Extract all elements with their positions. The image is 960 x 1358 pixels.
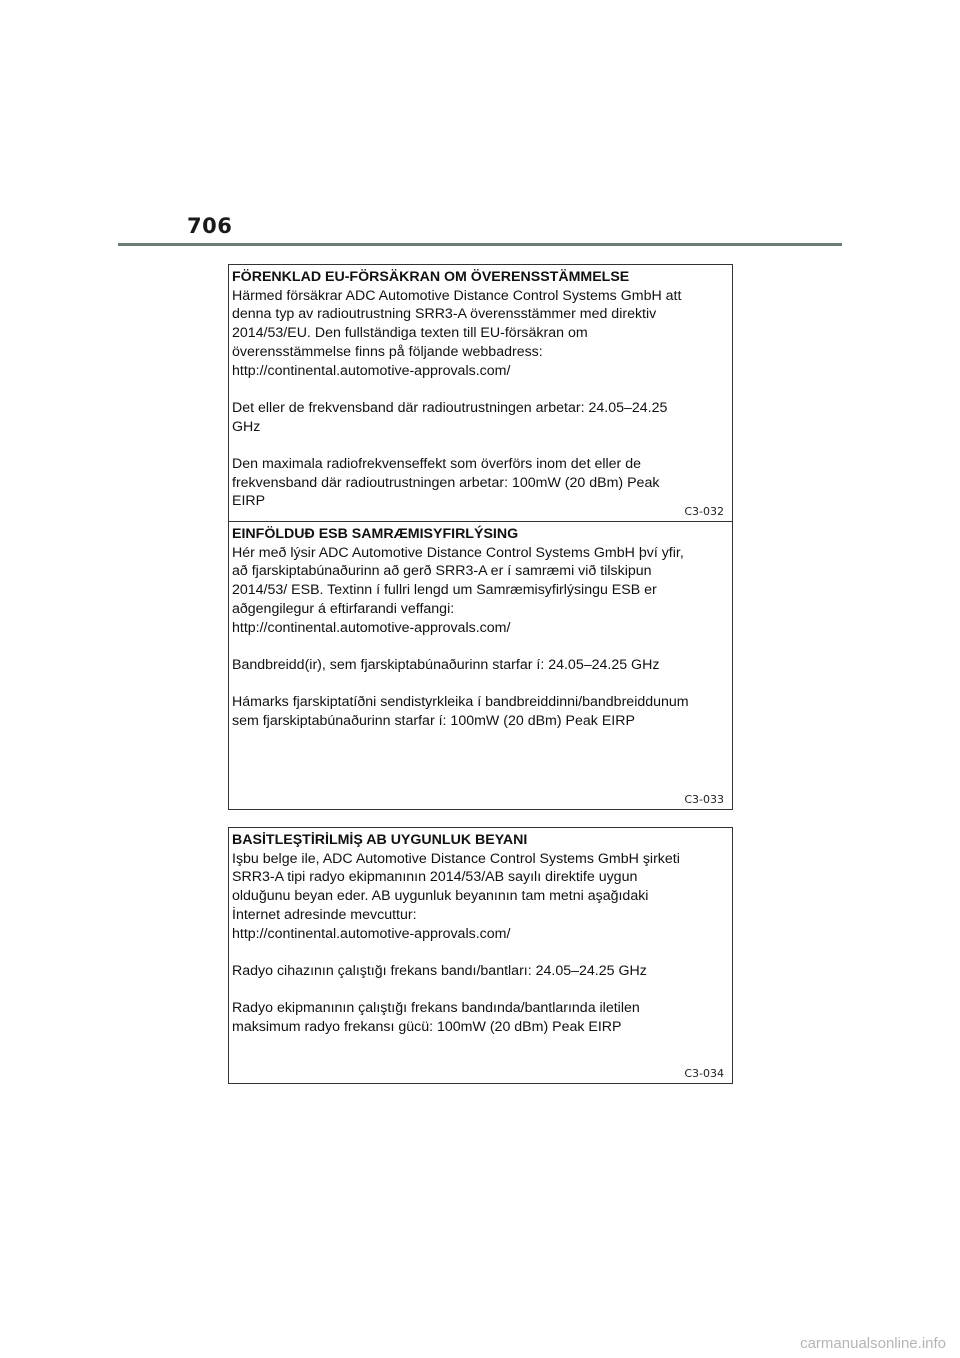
illustration-code: C3-032	[684, 505, 724, 518]
paragraph-gap	[232, 637, 726, 656]
url-line: http://continental.automotive-approvals.com/	[232, 925, 511, 942]
declaration-panel-swedish	[229, 265, 732, 521]
text-line: denna typ av radioutrustning SRR3-A överensstämmer med direktiv	[232, 306, 657, 323]
panel-title: BASİTLEŞTİRİLMİŞ AB UYGUNLUK BEYANI	[232, 832, 528, 848]
text-line: Hámarks fjarskiptatíðni sendistyrkleika í bandbreiddinni/bandbreiddunum	[232, 694, 689, 711]
panel-title: EINFÖLDUÐ ESB SAMRÆMISYFIRLÝSING	[232, 526, 519, 542]
text-line: frekvensband där radioutrustningen arbetar: 100mW (20 dBm) Peak	[232, 474, 660, 491]
text-line: maksimum radyo frekansı gücü: 100mW (20 dBm) Peak EIRP	[232, 1019, 622, 1035]
text-line: Işbu belge ile, ADC Automotive Distance Control Systems GmbH şirketi	[232, 850, 680, 867]
paragraph-gap	[232, 981, 726, 1000]
text-line: Härmed försäkrar ADC Automotive Distance Control Systems GmbH att	[232, 287, 682, 304]
paragraph-gap	[232, 380, 726, 399]
text-line: överensstämmelse finns på följande webbadress:	[232, 343, 543, 360]
paragraph-gap	[232, 943, 726, 962]
paragraph-gap	[232, 436, 726, 455]
declaration-box-2	[228, 827, 733, 1084]
text-line: İnternet adresinde mevcuttur:	[232, 906, 417, 923]
text-line: GHz	[232, 418, 261, 435]
text-line: EIRP	[232, 493, 266, 510]
declaration-panel-turkish	[229, 828, 732, 1083]
url-line: http://continental.automotive-approvals.com/	[232, 619, 511, 636]
text-line: Det eller de frekvensband där radioutrustningen arbetar: 24.05–24.25	[232, 399, 668, 416]
declaration-panel-icelandic	[229, 521, 732, 809]
text-line: olduğunu beyan eder. AB uygunluk beyanının tam metni aşağıdaki	[232, 888, 649, 905]
text-line: Radyo cihazının çalıştığı frekans bandı/bantları: 24.05–24.25 GHz	[232, 962, 647, 979]
text-line: Radyo ekipmanının çalıştığı frekans bandında/bantlarında iletilen	[232, 1000, 640, 1017]
text-line: SRR3-A tipi radyo ekipmanının 2014/53/AB sayılı direktife uygun	[232, 869, 638, 886]
text-line: 2014/53/ ESB. Textinn í fullri lengd um Samræmisyfirlýsingu ESB er	[232, 582, 657, 599]
text-line: Bandbreidd(ir), sem fjarskiptabúnaðurinn starfar í: 24.05–24.25 GHz	[232, 656, 660, 673]
text-line: Hér með lýsir ADC Automotive Distance Control Systems GmbH því yfir,	[232, 544, 684, 561]
text-line: að fjarskiptabúnaðurinn að gerð SRR3-A er í samræmi við tilskipun	[232, 563, 652, 580]
text-line: sem fjarskiptabúnaðurinn starfar í: 100mW (20 dBm) Peak EIRP	[232, 713, 635, 729]
paragraph-gap	[232, 675, 726, 694]
page-number: 706	[187, 214, 233, 238]
header-rule	[118, 243, 842, 246]
illustration-code: C3-034	[684, 1067, 724, 1080]
text-line: 2014/53/EU. Den fullständiga texten till EU-försäkran om	[232, 325, 588, 342]
panel-title: FÖRENKLAD EU-FÖRSÄKRAN OM ÖVERENSSTÄMMELSE	[232, 269, 630, 285]
url-line: http://continental.automotive-approvals.com/	[232, 362, 511, 379]
illustration-code: C3-033	[684, 793, 724, 806]
text-line: aðgengilegur á eftirfarandi veffangi:	[232, 600, 455, 617]
text-line: Den maximala radiofrekvenseffekt som överförs inom det eller de	[232, 456, 641, 472]
watermark: carmanualsonline.info	[800, 1335, 946, 1352]
declaration-box-1	[228, 264, 733, 810]
